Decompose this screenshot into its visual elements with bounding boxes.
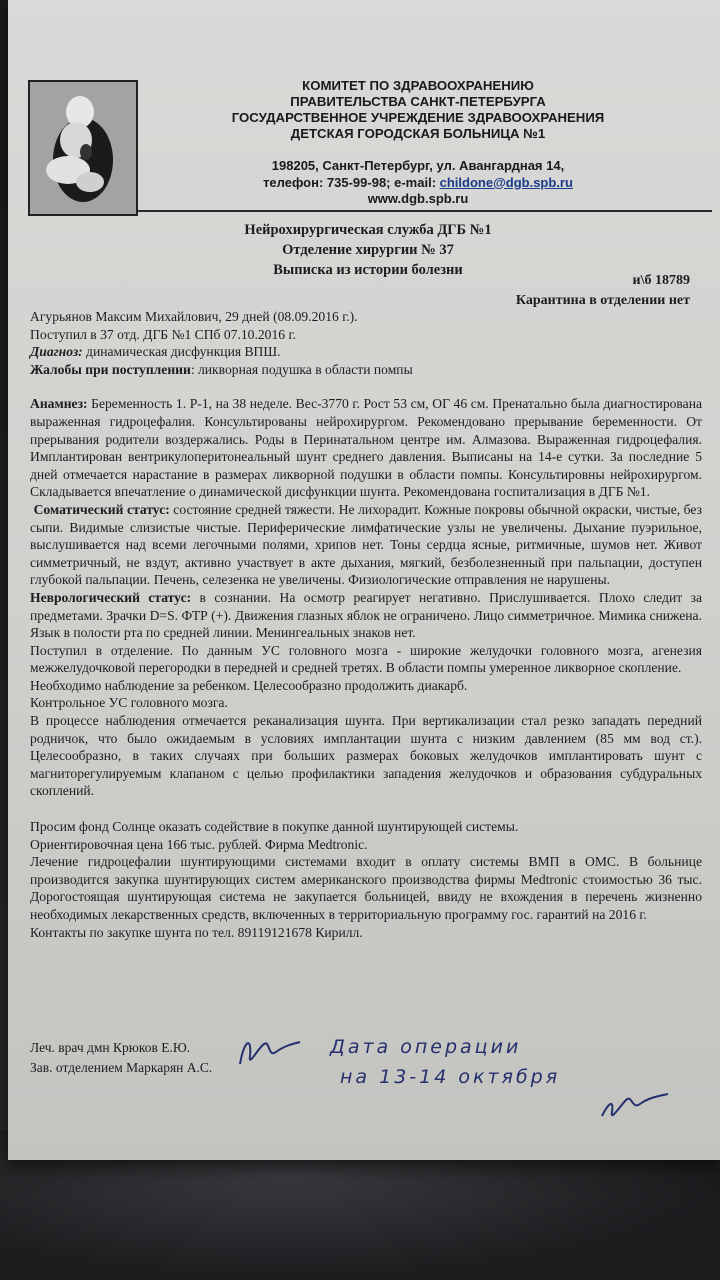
department-title: Отделение хирургии № 37 bbox=[282, 242, 454, 258]
anamnesis-text: Беременность 1. Р-1, на 38 неделе. Вес-3770 г. Рост 53 см, ОГ 46 см. Пренатально была диагностирована выраженная гидроцефалия. Консультированы нейрохирургом. Рекомендовано прерывание беременности. От прерывания родители воздержались. Роды в Перинатальном центре им. Алмазова. Выраженная гидроцефалия. Имплантирован вентрикулоперитонеальный шунт среднего давления. Выписаны на 14-е сутки. За последние 5 дней отмечается нарастание в размерах ликворной подушки в области помпы. Консультировны нейрохирургом. Складывается впечатление о динамической дисфункции шунта. Рекомендована госпитализация в ДГБ №1. bbox=[30, 396, 702, 500]
doctor-signature-icon bbox=[234, 1030, 304, 1074]
diagnosis-line bbox=[30, 343, 702, 361]
diagnosis-label: Диагноз: bbox=[30, 344, 83, 360]
neuro-text: в сознании. На осмотр реагирует негативно. Прислушивается. Плохо следит за предметами. Зрачки D=S. ФТР (+). Движения глазных яблок не ограничено. Лицо симметричное. Мимика снижена. Язык в полости рта по средней линии. Менингеальных знаков нет. bbox=[30, 589, 702, 641]
document-titles bbox=[28, 220, 708, 280]
course-paragraph: В процессе наблюдения отмечается реканализация шунта. При вертикализации стал резко западать передний родничок, что было ожидаемым в условиях имплантации шунта с низким давлением (85 мм вод ст.). Целесообразно, в таких случаях при больших размерах боковых желудочков имплантировать шунт с магниторегулируемым клапаном с целью профилактики западения желудочков и образования субдуральных скоплений. bbox=[30, 713, 702, 799]
org-line: КОМИТЕТ ПО ЗДРАВООХРАНЕНИЮ bbox=[302, 78, 534, 93]
course-paragraph: Поступил в отделение. По данным УС головного мозга - широкие желудочки головного мозга, агенезия межжелудочковой перегородки в передней и средней третях. В области помпы умеренное ликворное скопление. bbox=[30, 642, 702, 676]
email-link[interactable]: childone@dgb.spb.ru bbox=[439, 174, 573, 190]
organization-header bbox=[158, 78, 678, 142]
document-title: Выписка из истории болезни bbox=[273, 262, 463, 278]
org-line: ДЕТСКАЯ ГОРОДСКАЯ БОЛЬНИЦА №1 bbox=[290, 126, 546, 141]
contacts-paragraph: Контакты по закупке шунта по тел. 89119121678 Кирилл. bbox=[30, 924, 363, 940]
admission-line: Поступил в 37 отд. ДГБ №1 СПб 07.10.2016 г. bbox=[30, 326, 296, 342]
header-divider bbox=[138, 210, 712, 212]
signature-block bbox=[30, 1038, 212, 1078]
request-paragraph: Ориентировочная цена 166 тыс. рублей. Фирма Medtronic. bbox=[30, 836, 368, 852]
patient-name: Агурьянов Максим Михайлович, 29 дней (08.09.2016 г.). bbox=[30, 309, 358, 324]
logo-figure-icon bbox=[30, 82, 136, 214]
phone: телефон: 735-99-98; e-mail: bbox=[263, 174, 440, 190]
document-page bbox=[8, 0, 720, 1160]
neuro-label: Неврологический статус: bbox=[30, 589, 192, 605]
request-paragraph: Лечение гидроцефалии шунтирующими системами входит в оплату системы ВМП в ОМС. В больнице производится закупка шунтирующих систем американского производства фирмы Medtronic стоимостью 36 тыс. Дорогостоящая шунтирующая система не закупается больницей, ввиду не вхождения в перечень жизненно необходимых лекарственных средств, включенных в территориальную программу гос. гарантий на 2016 г. bbox=[30, 854, 702, 922]
course-paragraph: Необходимо наблюдение за ребенком. Целесообразно продолжить диакарб. bbox=[30, 677, 468, 693]
quarantine-note: Карантина в отделении нет bbox=[515, 293, 690, 308]
complaints-line bbox=[30, 361, 702, 379]
service-title: Нейрохирургическая служба ДГБ №1 bbox=[244, 222, 492, 238]
complaints-label: Жалобы при поступлении bbox=[30, 361, 191, 377]
history-number: и\б 18789 bbox=[632, 273, 690, 288]
anamnesis-paragraph bbox=[30, 395, 702, 501]
address: 198205, Санкт-Петербург, ул. Авангардная 14, bbox=[271, 158, 565, 173]
handwritten-signature-icon bbox=[598, 1084, 672, 1126]
website: www.dgb.spb.ru bbox=[367, 191, 469, 206]
document-body bbox=[30, 308, 702, 941]
head-signature-line: Зав. отделением Маркарян А.С. bbox=[30, 1060, 213, 1075]
neuro-paragraph bbox=[30, 589, 702, 642]
phone-email-line bbox=[158, 175, 678, 192]
complaints-text: : ликворная подушка в области помпы bbox=[190, 361, 413, 377]
handwritten-note-line1: Дата операции bbox=[330, 1036, 522, 1058]
request-paragraph: Просим фонд Солнце оказать содействие в покупке данной шунтирующей системы. bbox=[30, 819, 519, 835]
handwritten-note-line2: на 13-14 октября bbox=[340, 1066, 561, 1088]
anamnesis-label: Анамнез: bbox=[30, 396, 88, 412]
course-paragraph: Контрольное УС головного мозга. bbox=[30, 695, 228, 711]
somatic-label: Соматический статус: bbox=[33, 501, 170, 517]
hospital-logo bbox=[28, 80, 138, 216]
org-line: ГОСУДАРСТВЕННОЕ УЧРЕЖДЕНИЕ ЗДРАВООХРАНЕНИЯ bbox=[231, 110, 605, 125]
contact-block bbox=[158, 158, 678, 208]
somatic-text: состояние средней тяжести. Не лихорадит. Кожные покровы обычной окраски, чистые, без сыпи. Видимые слизистые чистые. Периферические лимфатические узлы не увеличены. Дыхание пуэрильное, выслушивается над всеми легочными полями, хрипов нет. Тоны сердца ясные, ритмичные, шумов нет. Живот симметричный, не вздут, активно участвует в акте дыхания, мягкий, безболезненный при пальпации, доступен глубокой пальпации. Печень, селезенка не увеличены. Физиологические отправления не нарушены. bbox=[30, 501, 702, 588]
diagnosis-text: динамическая дисфункция ВПШ. bbox=[82, 344, 281, 360]
doctor-signature-line: Леч. врач дмн Крюков Е.Ю. bbox=[30, 1040, 191, 1055]
somatic-paragraph bbox=[30, 501, 702, 589]
org-line: ПРАВИТЕЛЬСТВА САНКТ-ПЕТЕРБУРГА bbox=[290, 94, 546, 109]
